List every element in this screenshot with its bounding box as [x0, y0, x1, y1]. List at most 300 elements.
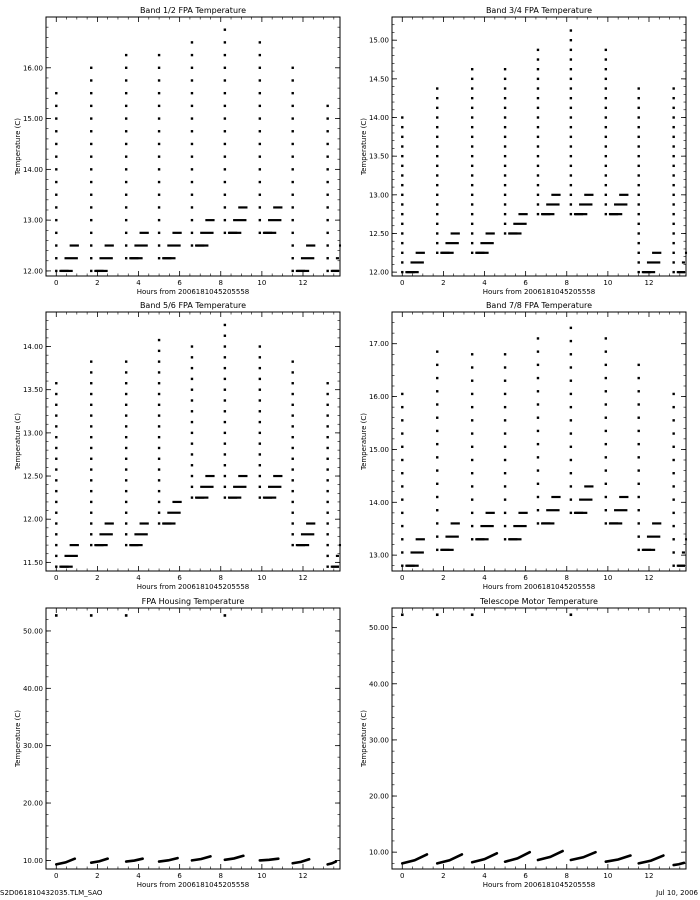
data-point — [259, 79, 261, 81]
data-point — [158, 79, 160, 81]
y-tick-label: 14.00 — [22, 165, 43, 174]
x-tick-label: 0 — [400, 872, 405, 880]
data-point — [259, 399, 261, 401]
data-point — [90, 544, 92, 546]
data-point — [326, 143, 328, 145]
data-point — [401, 116, 403, 118]
data-point — [326, 404, 328, 406]
data-point — [672, 155, 674, 157]
data-point — [292, 393, 294, 395]
x-tick-label: 2 — [441, 872, 446, 880]
data-point — [292, 257, 294, 259]
data-point — [638, 165, 640, 167]
data-point — [125, 544, 127, 546]
data-point — [605, 49, 607, 51]
x-axis-label: Hours from 2006181045205558 — [136, 288, 250, 296]
data-point — [638, 261, 640, 263]
data-point — [224, 464, 226, 466]
data-point — [605, 87, 607, 89]
data-point — [125, 501, 127, 503]
data-point — [90, 479, 92, 481]
data-point — [605, 403, 607, 405]
data-point — [90, 533, 92, 535]
data-point — [638, 549, 640, 551]
x-tick-label: 8 — [564, 872, 569, 880]
y-tick-label: 16.00 — [368, 393, 389, 402]
y-tick-label: 13.50 — [368, 152, 389, 161]
data-point — [638, 271, 640, 273]
data-point — [436, 203, 438, 205]
data-point — [605, 364, 607, 366]
data-point — [90, 143, 92, 145]
data-point — [638, 522, 640, 524]
y-tick-label: 13.00 — [368, 191, 389, 200]
y-tick-label: 15.00 — [368, 445, 389, 454]
data-point — [436, 87, 438, 89]
data-point — [570, 165, 572, 167]
data-point — [55, 414, 57, 416]
data-point — [90, 79, 92, 81]
data-point — [672, 406, 674, 408]
data-point — [436, 136, 438, 138]
x-tick-label: 10 — [603, 872, 613, 880]
data-point — [158, 393, 160, 395]
data-point — [638, 496, 640, 498]
data-point — [537, 68, 539, 70]
x-tick-label: 6 — [523, 279, 528, 287]
data-point — [471, 232, 473, 234]
data-point — [570, 432, 572, 434]
data-point — [191, 399, 193, 401]
data-point — [292, 79, 294, 81]
data-point — [401, 419, 403, 421]
data-point — [537, 483, 539, 485]
data-point — [504, 366, 506, 368]
data-point — [292, 155, 294, 157]
data-point — [672, 446, 674, 448]
data-point — [90, 67, 92, 69]
data-point — [537, 155, 539, 157]
data-point — [401, 213, 403, 215]
plot-frame — [392, 608, 686, 869]
data-point — [326, 512, 328, 514]
data-point — [471, 446, 473, 448]
data-point — [537, 403, 539, 405]
data-point — [504, 498, 506, 500]
data-point — [471, 155, 473, 157]
data-point — [570, 155, 572, 157]
data-point — [191, 67, 193, 69]
x-tick-label: 6 — [177, 279, 182, 287]
data-point — [125, 533, 127, 535]
data-point — [125, 458, 127, 460]
data-point — [504, 232, 506, 234]
data-point — [326, 382, 328, 384]
data-point — [471, 223, 473, 225]
data-point — [605, 469, 607, 471]
data-point — [672, 498, 674, 500]
data-point — [191, 143, 193, 145]
x-axis-label: Hours from 2006181045205558 — [482, 881, 596, 888]
data-point — [292, 67, 294, 69]
data-point — [191, 421, 193, 423]
data-point — [471, 366, 473, 368]
data-point — [537, 184, 539, 186]
data-point — [638, 364, 640, 366]
data-point — [224, 130, 226, 132]
data-point — [125, 194, 127, 196]
data-point — [570, 49, 572, 51]
data-point — [158, 181, 160, 183]
data-point — [401, 485, 403, 487]
data-point — [292, 143, 294, 145]
data-point — [191, 232, 193, 234]
data-point — [158, 257, 160, 259]
data-point — [259, 155, 261, 157]
data-point — [158, 425, 160, 427]
data-point — [537, 443, 539, 445]
data-point — [55, 181, 57, 183]
x-tick-label: 0 — [400, 574, 405, 582]
data-point — [125, 479, 127, 481]
data-point — [158, 117, 160, 119]
data-point — [191, 345, 193, 347]
data-point — [259, 54, 261, 56]
data-point — [537, 87, 539, 89]
data-point — [401, 136, 403, 138]
data-point — [55, 219, 57, 221]
data-point — [504, 155, 506, 157]
data-point — [224, 421, 226, 423]
data-point — [537, 509, 539, 511]
data-point — [259, 367, 261, 369]
data-point — [537, 97, 539, 99]
data-point — [436, 116, 438, 118]
data-point — [326, 555, 328, 557]
data-point — [259, 105, 261, 107]
data-point — [672, 223, 674, 225]
data-point — [570, 213, 572, 215]
data-point — [605, 97, 607, 99]
data-point — [158, 143, 160, 145]
data-point — [191, 432, 193, 434]
data-point — [224, 486, 226, 488]
data-point — [326, 168, 328, 170]
data-point — [537, 364, 539, 366]
data-point — [55, 143, 57, 145]
data-point — [90, 522, 92, 524]
data-point — [125, 244, 127, 246]
y-tick-label: 17.00 — [368, 340, 389, 349]
data-point — [191, 475, 193, 477]
x-tick-label: 2 — [95, 574, 100, 582]
data-segment — [56, 859, 75, 865]
data-point — [436, 430, 438, 432]
data-point — [292, 117, 294, 119]
data-point — [605, 126, 607, 128]
data-point — [436, 232, 438, 234]
data-point — [436, 509, 438, 511]
x-tick-label: 10 — [257, 574, 267, 582]
data-point — [537, 430, 539, 432]
data-point — [638, 174, 640, 176]
data-point — [436, 417, 438, 419]
data-point — [125, 232, 127, 234]
data-point — [672, 242, 674, 244]
data-point — [537, 456, 539, 458]
data-point — [570, 340, 572, 342]
footer-filename: S2D061810432035.TLM_SAO — [0, 889, 103, 897]
data-point — [605, 456, 607, 458]
data-point — [125, 614, 128, 617]
data-point — [570, 136, 572, 138]
data-point — [605, 68, 607, 70]
data-point — [504, 136, 506, 138]
data-point — [605, 203, 607, 205]
x-tick-label: 0 — [400, 279, 405, 287]
data-point — [537, 116, 539, 118]
data-point — [55, 425, 57, 427]
x-tick-label: 12 — [298, 574, 308, 582]
data-point — [55, 479, 57, 481]
data-point — [125, 155, 127, 157]
data-point — [158, 92, 160, 94]
data-segment — [159, 858, 178, 861]
y-tick-label: 11.50 — [22, 558, 43, 567]
data-point — [436, 443, 438, 445]
data-point — [158, 219, 160, 221]
data-point — [326, 181, 328, 183]
data-point — [436, 145, 438, 147]
data-point — [401, 271, 403, 273]
data-point — [638, 145, 640, 147]
data-point — [672, 194, 674, 196]
data-point — [401, 551, 403, 553]
data-point — [326, 501, 328, 503]
y-tick-label: 14.00 — [22, 343, 43, 352]
data-point — [401, 472, 403, 474]
data-point — [191, 41, 193, 43]
data-point — [224, 232, 226, 234]
data-point — [55, 382, 57, 384]
data-point — [570, 203, 572, 205]
data-point — [537, 496, 539, 498]
data-point — [292, 425, 294, 427]
data-point — [259, 410, 261, 412]
data-point — [638, 403, 640, 405]
data-point — [638, 107, 640, 109]
data-point — [638, 232, 640, 234]
data-point — [90, 270, 92, 272]
data-point — [638, 126, 640, 128]
data-point — [259, 41, 261, 43]
data-point — [504, 184, 506, 186]
data-point — [259, 475, 261, 477]
y-tick-label: 10.00 — [368, 848, 389, 857]
data-point — [605, 483, 607, 485]
data-point — [224, 181, 226, 183]
data-point — [436, 483, 438, 485]
y-tick-label: 12.00 — [22, 515, 43, 524]
data-point — [90, 92, 92, 94]
data-point — [504, 174, 506, 176]
data-point — [224, 155, 226, 157]
data-segment — [571, 852, 596, 860]
data-point — [90, 181, 92, 183]
data-point — [605, 522, 607, 524]
data-point — [504, 512, 506, 514]
data-point — [224, 79, 226, 81]
data-point — [471, 97, 473, 99]
data-point — [90, 360, 92, 362]
data-point — [504, 432, 506, 434]
data-point — [259, 496, 261, 498]
x-tick-label: 12 — [644, 574, 654, 582]
data-point — [672, 213, 674, 215]
data-point — [638, 155, 640, 157]
data-point — [326, 244, 328, 246]
data-point — [504, 485, 506, 487]
data-point — [672, 107, 674, 109]
data-segment — [505, 852, 530, 862]
data-point — [158, 244, 160, 246]
data-point — [90, 206, 92, 208]
data-point — [570, 498, 572, 500]
data-point — [55, 458, 57, 460]
data-point — [605, 174, 607, 176]
x-tick-label: 6 — [177, 574, 182, 582]
chart-panel-4 — [360, 301, 687, 591]
data-point — [90, 257, 92, 259]
data-point — [191, 155, 193, 157]
data-segment — [192, 856, 211, 860]
data-point — [605, 390, 607, 392]
data-point — [158, 168, 160, 170]
data-point — [638, 390, 640, 392]
data-point — [672, 472, 674, 474]
data-segment — [260, 859, 279, 861]
data-point — [158, 67, 160, 69]
data-point — [292, 414, 294, 416]
data-point — [401, 538, 403, 540]
x-tick-label: 8 — [564, 574, 569, 582]
data-point — [605, 350, 607, 352]
data-point — [259, 67, 261, 69]
data-point — [672, 252, 674, 254]
data-point — [471, 353, 473, 355]
data-point — [224, 206, 226, 208]
data-point — [259, 432, 261, 434]
data-point — [471, 87, 473, 89]
data-point — [672, 232, 674, 234]
data-point — [55, 447, 57, 449]
x-tick-label: 4 — [482, 279, 487, 287]
data-point — [259, 345, 261, 347]
data-point — [259, 421, 261, 423]
data-point — [504, 538, 506, 540]
data-point — [55, 544, 57, 546]
data-point — [504, 380, 506, 382]
data-point — [55, 92, 57, 94]
data-point — [90, 117, 92, 119]
data-point — [259, 442, 261, 444]
data-point — [259, 92, 261, 94]
data-point — [326, 458, 328, 460]
data-point — [326, 447, 328, 449]
data-point — [605, 194, 607, 196]
data-point — [55, 404, 57, 406]
x-tick-label: 12 — [298, 872, 308, 880]
data-point — [191, 464, 193, 466]
data-point — [191, 356, 193, 358]
data-point — [259, 117, 261, 119]
data-point — [292, 270, 294, 272]
x-tick-label: 0 — [54, 872, 59, 880]
data-point — [292, 501, 294, 503]
y-tick-label: 13.00 — [22, 429, 43, 438]
data-point — [90, 614, 93, 617]
data-point — [326, 130, 328, 132]
data-point — [125, 79, 127, 81]
data-point — [292, 244, 294, 246]
data-point — [191, 244, 193, 246]
data-point — [471, 174, 473, 176]
data-point — [90, 436, 92, 438]
footer-date: Jul 10, 2006 — [656, 889, 698, 897]
data-point — [326, 479, 328, 481]
data-point — [224, 28, 226, 30]
data-point — [401, 174, 403, 176]
data-point — [401, 565, 403, 567]
data-point — [158, 458, 160, 460]
data-point — [125, 414, 127, 416]
x-tick-label: 12 — [644, 279, 654, 287]
data-point — [90, 512, 92, 514]
data-point — [570, 353, 572, 355]
data-point — [55, 105, 57, 107]
data-point — [90, 501, 92, 503]
x-tick-label: 4 — [136, 574, 141, 582]
data-point — [401, 613, 404, 616]
data-point — [570, 327, 572, 329]
data-point — [436, 242, 438, 244]
data-point — [158, 479, 160, 481]
data-point — [55, 168, 57, 170]
data-point — [504, 78, 506, 80]
y-tick-label: 12.00 — [22, 267, 43, 276]
data-point — [504, 353, 506, 355]
data-point — [570, 58, 572, 60]
data-point — [90, 458, 92, 460]
x-tick-label: 8 — [218, 279, 223, 287]
data-point — [638, 377, 640, 379]
data-point — [125, 447, 127, 449]
data-point — [570, 174, 572, 176]
data-point — [401, 145, 403, 147]
data-point — [158, 350, 160, 352]
data-point — [191, 92, 193, 94]
data-point — [224, 92, 226, 94]
data-point — [224, 389, 226, 391]
data-point — [605, 78, 607, 80]
data-point — [125, 436, 127, 438]
y-tick-label: 30.00 — [22, 742, 43, 751]
data-point — [605, 116, 607, 118]
data-point — [570, 472, 572, 474]
data-point — [638, 535, 640, 537]
data-point — [326, 232, 328, 234]
data-point — [326, 105, 328, 107]
